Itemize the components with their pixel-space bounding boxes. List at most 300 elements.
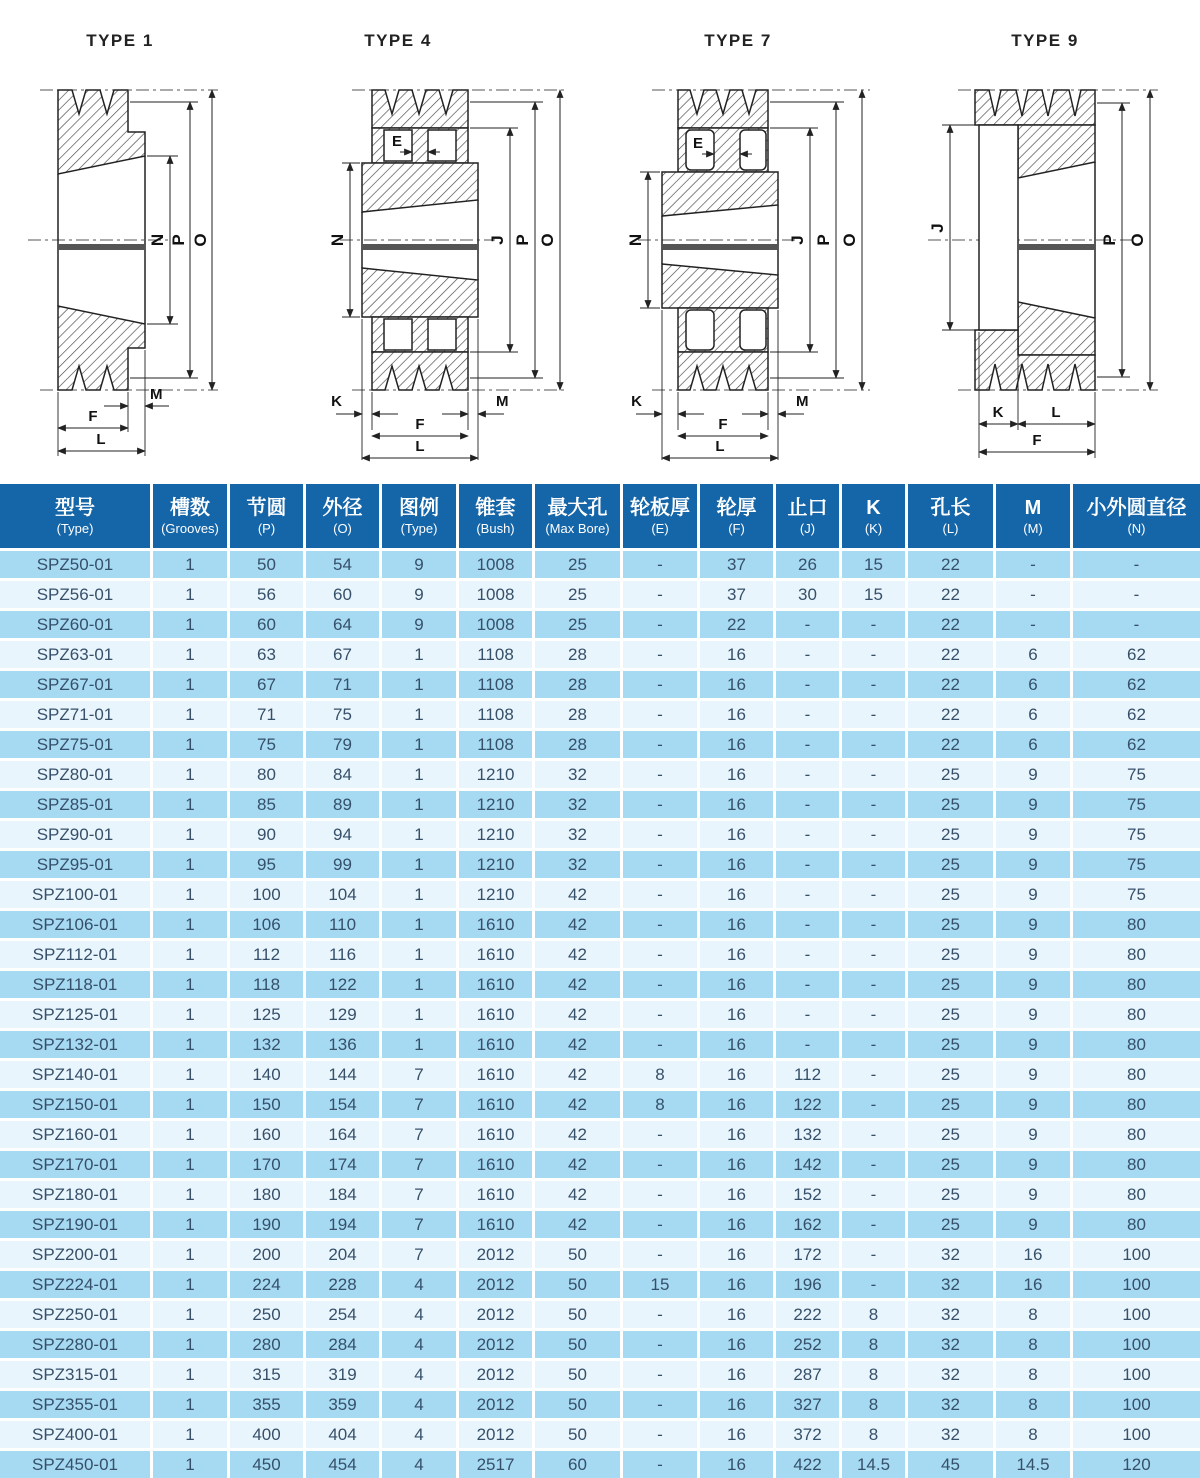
- table-cell: 129: [303, 998, 379, 1028]
- table-cell: 71: [227, 698, 303, 728]
- table-cell: 1: [150, 1358, 227, 1388]
- table-cell: -: [620, 878, 697, 908]
- table-cell: 1108: [456, 698, 532, 728]
- table-cell: -: [839, 668, 905, 698]
- table-cell: 100: [1070, 1358, 1200, 1388]
- table-cell: 16: [697, 1178, 773, 1208]
- table-cell: 67: [303, 638, 379, 668]
- table-cell: 32: [905, 1268, 993, 1298]
- table-cell: 4: [379, 1388, 456, 1418]
- table-cell: 4: [379, 1328, 456, 1358]
- table-cell: -: [620, 1448, 697, 1478]
- table-cell: 42: [532, 1058, 620, 1088]
- table-cell: SPZ90-01: [0, 818, 150, 848]
- table-cell: 1: [379, 998, 456, 1028]
- table-cell: 254: [303, 1298, 379, 1328]
- table-cell: 1108: [456, 668, 532, 698]
- table-cell: 1610: [456, 1088, 532, 1118]
- table-cell: 9: [993, 788, 1070, 818]
- table-cell: 32: [905, 1328, 993, 1358]
- dim-label-n: N: [626, 233, 645, 247]
- table-cell: 422: [773, 1448, 839, 1478]
- column-header: 最大孔 (Max Bore): [532, 484, 620, 548]
- table-cell: -: [620, 1028, 697, 1058]
- table-cell: 50: [532, 1298, 620, 1328]
- table-cell: 62: [1070, 638, 1200, 668]
- table-cell: SPZ95-01: [0, 848, 150, 878]
- column-header: 槽数 (Grooves): [150, 484, 227, 548]
- table-cell: 99: [303, 848, 379, 878]
- table-cell: -: [839, 1088, 905, 1118]
- table-cell: 9: [993, 968, 1070, 998]
- table-cell: 104: [303, 878, 379, 908]
- table-cell: SPZ100-01: [0, 878, 150, 908]
- table-cell: 122: [303, 968, 379, 998]
- table-cell: -: [839, 608, 905, 638]
- table-cell: 9: [993, 848, 1070, 878]
- table-header: [0, 484, 1200, 548]
- table-cell: SPZ355-01: [0, 1388, 150, 1418]
- table-cell: 32: [532, 818, 620, 848]
- table-cell: 2012: [456, 1238, 532, 1268]
- table-cell: -: [620, 908, 697, 938]
- table-cell: 80: [1070, 968, 1200, 998]
- table-cell: 89: [303, 788, 379, 818]
- table-cell: 1210: [456, 758, 532, 788]
- table-cell: 50: [532, 1388, 620, 1418]
- table-cell: -: [773, 878, 839, 908]
- table-row: [0, 1298, 1200, 1328]
- table-cell: 8: [620, 1058, 697, 1088]
- table-cell: 1: [150, 818, 227, 848]
- table-cell: SPZ190-01: [0, 1208, 150, 1238]
- table-row: [0, 788, 1200, 818]
- table-cell: 60: [303, 578, 379, 608]
- table-row: [0, 818, 1200, 848]
- table-row: [0, 1178, 1200, 1208]
- table-cell: 1: [379, 668, 456, 698]
- table-cell: 25: [905, 1058, 993, 1088]
- table-row: [0, 938, 1200, 968]
- table-cell: 100: [1070, 1268, 1200, 1298]
- dim-label-j: J: [928, 223, 947, 233]
- table-cell: 2012: [456, 1328, 532, 1358]
- dim-label-k: K: [992, 404, 1004, 421]
- table-cell: 16: [697, 1148, 773, 1178]
- table-cell: 85: [227, 788, 303, 818]
- table-row: [0, 578, 1200, 608]
- table-cell: 7: [379, 1148, 456, 1178]
- table-cell: 1: [150, 968, 227, 998]
- table-row: [0, 608, 1200, 638]
- column-header: 轮板厚 (E): [620, 484, 697, 548]
- table-cell: 125: [227, 998, 303, 1028]
- column-header: M (M): [993, 484, 1070, 548]
- table-cell: -: [773, 998, 839, 1028]
- table-cell: 9: [993, 1178, 1070, 1208]
- table-cell: SPZ132-01: [0, 1028, 150, 1058]
- table-row: [0, 848, 1200, 878]
- table-row: [0, 1088, 1200, 1118]
- table-cell: 80: [1070, 1058, 1200, 1088]
- dim-label-l: L: [96, 431, 106, 448]
- table-cell: 2012: [456, 1268, 532, 1298]
- table-cell: 1: [150, 938, 227, 968]
- table-cell: 6: [993, 668, 1070, 698]
- table-cell: 327: [773, 1388, 839, 1418]
- table-cell: 80: [1070, 1178, 1200, 1208]
- dim-label-j: J: [488, 235, 507, 245]
- table-cell: 6: [993, 638, 1070, 668]
- table-cell: 62: [1070, 668, 1200, 698]
- table-cell: -: [620, 818, 697, 848]
- dim-label-k: K: [331, 393, 342, 410]
- table-cell: 37: [697, 578, 773, 608]
- table-cell: 75: [1070, 878, 1200, 908]
- table-cell: 8: [620, 1088, 697, 1118]
- table-cell: 1: [150, 1028, 227, 1058]
- table-cell: 22: [905, 548, 993, 578]
- table-cell: 1: [150, 1178, 227, 1208]
- table-cell: 1610: [456, 938, 532, 968]
- table-cell: 63: [227, 638, 303, 668]
- table-cell: 132: [227, 1028, 303, 1058]
- table-cell: 1210: [456, 878, 532, 908]
- table-cell: -: [1070, 548, 1200, 578]
- type-4-diagram: [300, 0, 600, 484]
- table-cell: 1210: [456, 818, 532, 848]
- table-cell: 42: [532, 1028, 620, 1058]
- table-cell: 172: [773, 1238, 839, 1268]
- table-cell: 8: [839, 1328, 905, 1358]
- table-cell: 8: [993, 1298, 1070, 1328]
- table-row: [0, 758, 1200, 788]
- diagram-title: TYPE 4: [364, 31, 432, 50]
- table-cell: -: [773, 818, 839, 848]
- table-cell: 1: [150, 1118, 227, 1148]
- table-cell: 1008: [456, 548, 532, 578]
- table-cell: SPZ280-01: [0, 1328, 150, 1358]
- table-cell: 22: [905, 608, 993, 638]
- table-cell: 32: [905, 1298, 993, 1328]
- table-cell: 25: [905, 878, 993, 908]
- table-cell: 80: [1070, 998, 1200, 1028]
- table-cell: 22: [905, 698, 993, 728]
- table-cell: 1: [150, 668, 227, 698]
- table-cell: 54: [303, 548, 379, 578]
- table-cell: -: [839, 728, 905, 758]
- table-cell: 9: [993, 1058, 1070, 1088]
- table-cell: -: [839, 1268, 905, 1298]
- table-cell: 22: [905, 578, 993, 608]
- table-cell: 16: [697, 1118, 773, 1148]
- table-cell: 140: [227, 1058, 303, 1088]
- table-body: [0, 548, 1200, 1478]
- table-cell: 454: [303, 1448, 379, 1478]
- table-cell: 16: [697, 818, 773, 848]
- table-cell: 16: [697, 728, 773, 758]
- table-cell: 194: [303, 1208, 379, 1238]
- table-cell: SPZ450-01: [0, 1448, 150, 1478]
- table-cell: -: [839, 998, 905, 1028]
- table-row: [0, 908, 1200, 938]
- table-cell: 16: [697, 668, 773, 698]
- table-cell: 9: [993, 1028, 1070, 1058]
- table-cell: 1: [379, 758, 456, 788]
- dim-label-j: J: [788, 235, 807, 245]
- table-cell: 25: [905, 1088, 993, 1118]
- table-cell: 359: [303, 1388, 379, 1418]
- table-cell: -: [839, 638, 905, 668]
- table-cell: 16: [697, 968, 773, 998]
- table-cell: 16: [697, 758, 773, 788]
- table-cell: 6: [993, 698, 1070, 728]
- table-cell: 95: [227, 848, 303, 878]
- table-row: [0, 998, 1200, 1028]
- table-cell: 60: [227, 608, 303, 638]
- table-cell: 25: [905, 908, 993, 938]
- table-cell: 26: [773, 548, 839, 578]
- table-cell: -: [839, 968, 905, 998]
- table-cell: 80: [1070, 1118, 1200, 1148]
- table-cell: -: [839, 1028, 905, 1058]
- dim-label-f: F: [415, 416, 425, 433]
- table-cell: -: [993, 608, 1070, 638]
- table-cell: 1: [150, 578, 227, 608]
- table-cell: 164: [303, 1118, 379, 1148]
- table-cell: 1: [150, 848, 227, 878]
- table-cell: 9: [379, 548, 456, 578]
- table-cell: 142: [773, 1148, 839, 1178]
- table-cell: -: [620, 758, 697, 788]
- table-cell: 136: [303, 1028, 379, 1058]
- table-cell: 1: [150, 1418, 227, 1448]
- table-cell: 80: [227, 758, 303, 788]
- table-cell: 1610: [456, 1178, 532, 1208]
- table-cell: -: [773, 968, 839, 998]
- table-cell: 9: [993, 818, 1070, 848]
- table-cell: -: [1070, 578, 1200, 608]
- table-cell: 16: [697, 878, 773, 908]
- table-cell: 110: [303, 908, 379, 938]
- table-cell: 75: [227, 728, 303, 758]
- table-cell: 16: [993, 1268, 1070, 1298]
- table-cell: 170: [227, 1148, 303, 1178]
- table-cell: 112: [773, 1058, 839, 1088]
- table-cell: -: [773, 758, 839, 788]
- table-cell: 4: [379, 1268, 456, 1298]
- table-cell: 42: [532, 938, 620, 968]
- column-header: 轮厚 (F): [697, 484, 773, 548]
- table-cell: 25: [905, 1208, 993, 1238]
- table-cell: 50: [532, 1358, 620, 1388]
- dim-label-m: M: [796, 393, 809, 410]
- table-cell: 7: [379, 1118, 456, 1148]
- table-cell: 1: [379, 938, 456, 968]
- table-row: [0, 728, 1200, 758]
- table-cell: 22: [905, 668, 993, 698]
- table-cell: -: [839, 698, 905, 728]
- table-row: [0, 548, 1200, 578]
- table-cell: 122: [773, 1088, 839, 1118]
- table-cell: 287: [773, 1358, 839, 1388]
- table-cell: SPZ250-01: [0, 1298, 150, 1328]
- table-cell: 25: [905, 1118, 993, 1148]
- table-cell: -: [620, 1208, 697, 1238]
- table-cell: -: [773, 848, 839, 878]
- table-cell: 16: [993, 1238, 1070, 1268]
- diagram-title: TYPE 7: [704, 31, 772, 50]
- table-cell: 62: [1070, 728, 1200, 758]
- table-row: [0, 1328, 1200, 1358]
- dim-label-p: P: [814, 234, 833, 246]
- table-row: [0, 1448, 1200, 1478]
- table-cell: 84: [303, 758, 379, 788]
- table-cell: 79: [303, 728, 379, 758]
- type-1-diagram: [0, 0, 300, 484]
- table-cell: -: [620, 548, 697, 578]
- dim-label-f: F: [88, 408, 98, 425]
- table-cell: 1: [150, 638, 227, 668]
- table-cell: 50: [532, 1418, 620, 1448]
- table-cell: 25: [905, 938, 993, 968]
- table-cell: 9: [379, 608, 456, 638]
- table-cell: SPZ160-01: [0, 1118, 150, 1148]
- table-cell: SPZ140-01: [0, 1058, 150, 1088]
- table-row: [0, 1388, 1200, 1418]
- table-cell: 1610: [456, 1028, 532, 1058]
- spec-table: [0, 484, 1200, 1478]
- table-cell: 16: [697, 698, 773, 728]
- dim-label-n: N: [328, 233, 347, 247]
- table-cell: -: [620, 968, 697, 998]
- table-cell: 16: [697, 1358, 773, 1388]
- table-cell: 224: [227, 1268, 303, 1298]
- table-cell: 32: [905, 1358, 993, 1388]
- table-cell: 16: [697, 908, 773, 938]
- table-cell: 16: [697, 1418, 773, 1448]
- table-cell: 15: [839, 548, 905, 578]
- table-cell: SPZ224-01: [0, 1268, 150, 1298]
- table-cell: 42: [532, 968, 620, 998]
- table-cell: 315: [227, 1358, 303, 1388]
- table-cell: 1: [150, 788, 227, 818]
- table-cell: 9: [993, 998, 1070, 1028]
- table-cell: 160: [227, 1118, 303, 1148]
- table-cell: 9: [993, 1088, 1070, 1118]
- table-cell: 22: [905, 728, 993, 758]
- table-row: [0, 638, 1200, 668]
- table-cell: 1610: [456, 1058, 532, 1088]
- table-cell: 196: [773, 1268, 839, 1298]
- table-cell: 80: [1070, 1028, 1200, 1058]
- dim-label-p: P: [513, 234, 532, 246]
- table-cell: 42: [532, 1088, 620, 1118]
- table-cell: 228: [303, 1268, 379, 1298]
- table-cell: 1: [379, 818, 456, 848]
- table-cell: 1: [150, 1148, 227, 1178]
- column-header: 止口 (J): [773, 484, 839, 548]
- table-cell: 16: [697, 1208, 773, 1238]
- table-cell: 100: [1070, 1388, 1200, 1418]
- table-cell: 162: [773, 1208, 839, 1238]
- table-cell: 15: [839, 578, 905, 608]
- dim-label-e: E: [692, 135, 704, 152]
- column-header: 型号 (Type): [0, 484, 150, 548]
- table-row: [0, 1148, 1200, 1178]
- table-cell: 2012: [456, 1358, 532, 1388]
- table-cell: 1108: [456, 728, 532, 758]
- table-cell: 184: [303, 1178, 379, 1208]
- table-cell: -: [773, 728, 839, 758]
- table-cell: 204: [303, 1238, 379, 1268]
- table-cell: 9: [993, 908, 1070, 938]
- table-cell: 1: [150, 1238, 227, 1268]
- table-cell: 1: [150, 1268, 227, 1298]
- diagram-title: TYPE 9: [1011, 31, 1079, 50]
- table-cell: 1: [379, 788, 456, 818]
- table-cell: -: [620, 1298, 697, 1328]
- table-cell: 1: [150, 1388, 227, 1418]
- dim-label-o: O: [538, 233, 557, 247]
- table-cell: 16: [697, 1268, 773, 1298]
- table-cell: 1: [379, 908, 456, 938]
- table-cell: 80: [1070, 1148, 1200, 1178]
- table-cell: -: [773, 788, 839, 818]
- table-cell: 16: [697, 1088, 773, 1118]
- table-cell: 1: [150, 1058, 227, 1088]
- table-cell: SPZ75-01: [0, 728, 150, 758]
- table-cell: 1: [150, 878, 227, 908]
- table-cell: SPZ112-01: [0, 938, 150, 968]
- table-cell: -: [773, 698, 839, 728]
- table-cell: SPZ56-01: [0, 578, 150, 608]
- dim-label-l: L: [415, 438, 425, 455]
- table-cell: -: [839, 938, 905, 968]
- table-cell: 16: [697, 1238, 773, 1268]
- table-cell: 15: [620, 1268, 697, 1298]
- table-cell: -: [620, 938, 697, 968]
- table-cell: 1: [150, 1448, 227, 1478]
- table-cell: 80: [1070, 1088, 1200, 1118]
- table-cell: 42: [532, 908, 620, 938]
- table-cell: 50: [227, 548, 303, 578]
- table-cell: 1210: [456, 788, 532, 818]
- table-cell: 50: [532, 1328, 620, 1358]
- table-cell: 2517: [456, 1448, 532, 1478]
- table-cell: SPZ400-01: [0, 1418, 150, 1448]
- table-cell: SPZ71-01: [0, 698, 150, 728]
- table-cell: -: [839, 848, 905, 878]
- table-cell: -: [620, 1328, 697, 1358]
- table-cell: 50: [532, 1268, 620, 1298]
- table-cell: -: [839, 1178, 905, 1208]
- table-cell: SPZ67-01: [0, 668, 150, 698]
- dim-label-f: F: [718, 416, 728, 433]
- dim-label-f: F: [1032, 432, 1042, 449]
- table-cell: 25: [905, 998, 993, 1028]
- table-cell: 8: [839, 1298, 905, 1328]
- table-cell: 8: [993, 1388, 1070, 1418]
- table-cell: 9: [993, 878, 1070, 908]
- table-cell: 1: [150, 548, 227, 578]
- table-cell: 1610: [456, 968, 532, 998]
- table-cell: 7: [379, 1238, 456, 1268]
- table-cell: 7: [379, 1208, 456, 1238]
- table-cell: SPZ80-01: [0, 758, 150, 788]
- table-cell: 280: [227, 1328, 303, 1358]
- table-cell: 25: [532, 608, 620, 638]
